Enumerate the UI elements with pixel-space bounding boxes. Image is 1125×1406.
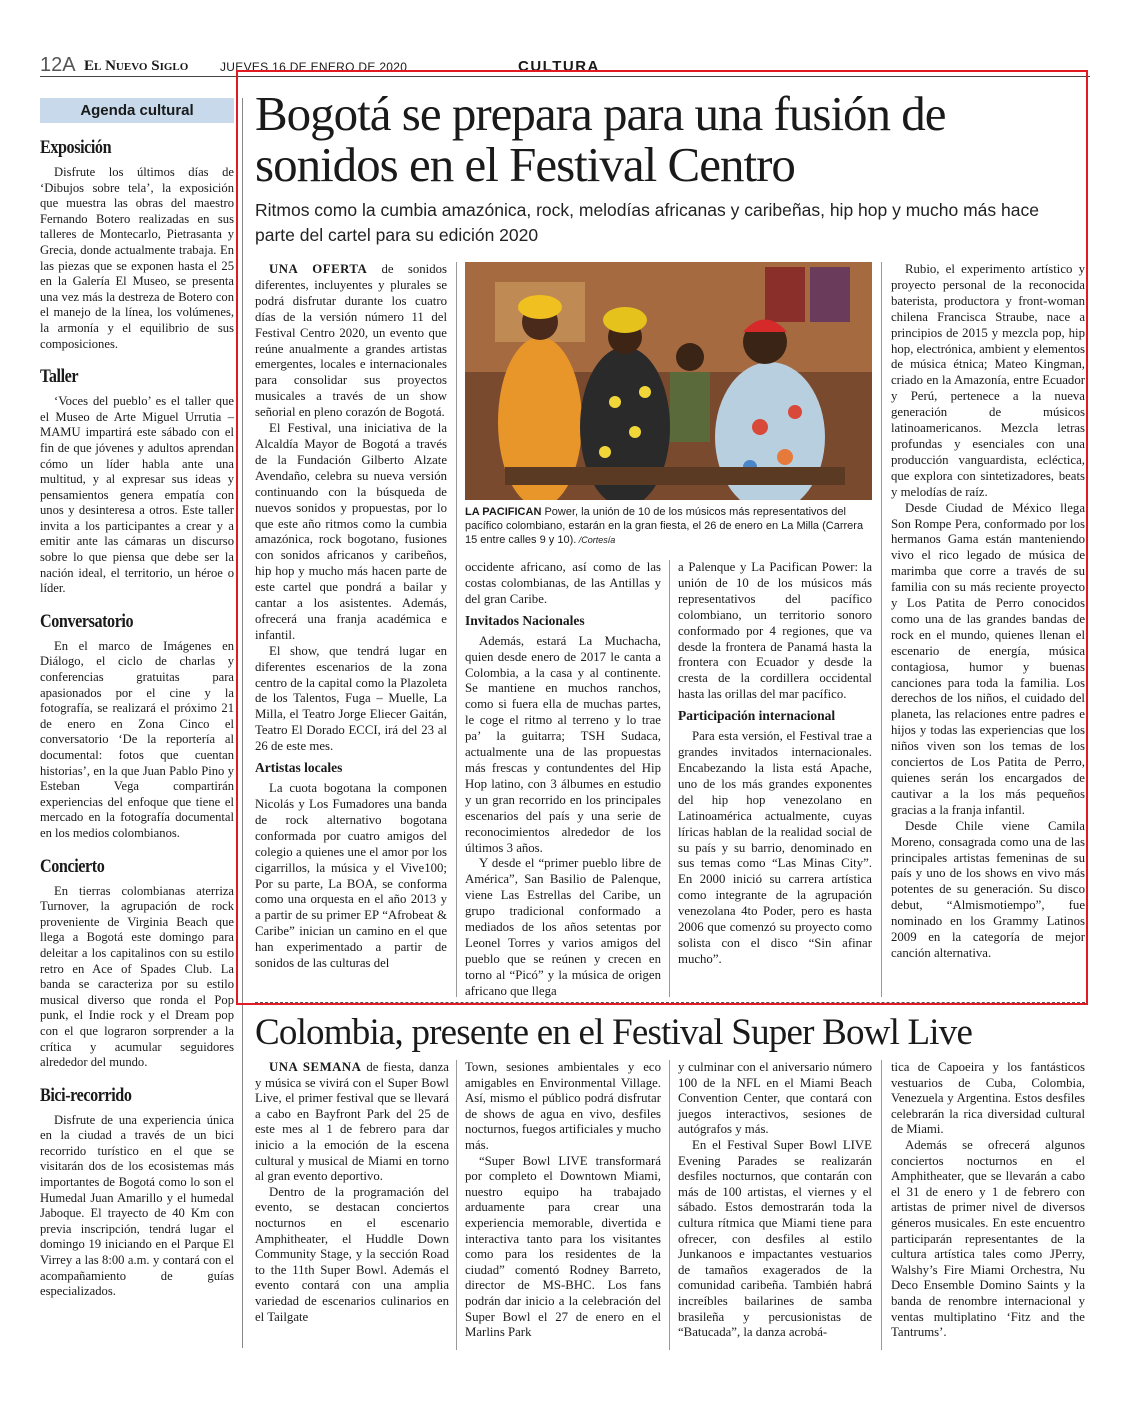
highlight-frame [236,70,1088,1005]
paragraph: Dentro de la programación del evento, se destacan conciertos nocturnos en el escenario Amphitheater, el Huddle Down Community Stage, y la sección Road to the 11th Super Bowl. Además el evento contará con una amplia variedad de escenarios culinarios en el Tailgate [255,1184,449,1324]
paragraph: Para esta versión, el Festival trae a grandes invitados internacionales. Encabezando la lista está Apache, uno de los más grandes exponentes del hip hop venezolano en Latinoamérica actualmente, cuyas líricas hablan de la realidad social de su país y su barrio, denominado en sus temas como “Las Minas City”. En 2000 inició su carrera artística como integrante de la agrupación venezolana 4to Poder, pero es hasta 2006 que comenzó su proyecto como solista con el disco “Sin afinar mucho”. [678,729,872,966]
second-article-column-2 [465,1060,661,1341]
paragraph: Además, estará La Muchacha, quien desde enero de 2017 le canta a Colombia, a la casa y al continente. Se mantiene en muchos ranchos, como si fuera ella de muchas partes, le coge el ritmo al terreno y lo trae pa’ la guitarra; TSH Sudaca, actualmente una de las propuestas más frescas y contundentes del Hip Hop latino, con 3 álbumes en estudio y un gran recorrido en los principales escenarios del país y una serie de reconocimientos alrededor de los últimos 3 años. [465,633,661,855]
subhead-invitados-nacionales: Invitados Nacionales [465,612,585,628]
second-article-headline: Colombia, presente en el Festival Super Bowl Live [255,1012,973,1053]
lead-in: UNA OFERTA [269,262,368,276]
sidebar-text-bici-recorrido: Disfrute de una experiencia única en la ciudad a través de un bici recorrido turístico en el que se visitarán dos de los ecosistemas más importantes de Bogotá como lo son el Humedal Juan Amarillo y el humedal Jaboque. El trayecto de 40 Km con previa inscripción, tendrá lugar el domingo 19 iniciando en el Parque El Virrey a las 8:00 a.m. y contará con el acompañamiento de guías especializados. [40,1112,234,1299]
paragraph: occidente africano, así como de las costas colombianas, de las Antillas y del gran Caribe. [465,560,661,606]
sidebar-text-conversatorio: En el marco de Imágenes en Diálogo, el ciclo de charlas y conferencias gratuitas para apasionados por el cine y la fotografía, se realizará el próximo 21 de enero en Zona Cinco el conversatorio ‘De la reportería al documental: fotos que cuentan historias’, en la que Juan Pablo Pino y Esteban Vega compartirán experiencias del enfoque que tiene el mercado en la fotografía documental en los medios colombianos. [40,638,234,840]
lead-in: UNA SEMANA [269,1060,362,1074]
sidebar-heading-conversatorio: Conversatorio [40,610,134,632]
agenda-sidebar [40,98,234,1300]
sidebar-heading-concierto: Concierto [40,855,105,877]
paragraph: Y desde el “primer pueblo libre de América”, San Basilio de Palenque, viene Las Estrellas del Caribe, un grupo tradicional conformado a mediados de los años setentas por Leonel Torres y varios amigos del pueblo que se reúnen y crecen en torno al “Picó” y la música de origen africano que llega [465,856,661,998]
section-name: CULTURA [518,58,600,75]
paragraph: El Festival, una iniciativa de la Alcaldía Mayor de Bogotá a través de la Fundación Gilberto Alzate Avendaño, celebra su nueva versión continuando con la búsqueda de nuevos sonidos y propuestas, por lo que este año ritmos como la cumbia amazónica, rock bogotano, fusiones con sonidos africanos y caribeños, hip hop y mucho más hacen parte de este cartel que pondrá a bailar y cantar a los asistentes. Además, ofrecerá una franja académica e infantil. [255,421,447,642]
second-article-column-3 [678,1060,872,1341]
paragraph: El show, que tendrá lugar en diferentes escenarios de la zona centro de la capital como la Plazoleta de los Talentos, Fuga – Muelle, La Milla, el Teatro Jorge Eliecer Gaitán, Teatro El Dorado ECCI, irá del 23 al 26 de este mes. [255,643,447,754]
caption-lead: LA PACIFICAN [465,506,542,518]
article-headline: Bogotá se prepara para una fusión de sonidos en el Festival Centro [255,86,946,192]
issue-date: JUEVES 16 DE ENERO DE 2020 [220,60,408,74]
sidebar-heading-taller: Taller [40,366,79,388]
paragraph: y culminar con el aniversario número 100 de la NFL en el Miami Beach Convention Center, que contará con juegos interactivos, sesiones de autógrafos y más. [678,1060,872,1137]
subhead-artistas-locales: Artistas locales [255,760,343,776]
paragraph: “Super Bowl LIVE transformará por completo el Downtown Miami, nuestro equipo ha trabajado arduamente para crear una experiencia memorable, divertida e interactiva tanto para los visitantes como para los residentes de la ciudad” comentó Rodney Barreto, director de MS-BHC. Los fans podrán dar inicio a la celebración del Super Bowl el 27 de enero en el Marlins Park [465,1153,661,1340]
caption-text: Power, la unión de 10 de los músicos más representativos del pacífico colombiano, estarán en la gran fiesta, el 26 de enero en La Milla (Carrera 15 entre calles 9 y 10). [465,506,864,546]
second-article-column-4 [891,1060,1085,1341]
paragraph: tica de Capoeira y los fantásticos vestuarios de Cuba, Colombia, Venezuela y Argentina. Estos desfiles celebrarán la rica diversidad cultural de Miami. [891,1060,1085,1137]
column-rule [456,1060,457,1350]
paragraph: Desde Chile viene Camila Moreno, consagrada como una de las principales artistas femeninas de su país y uno de los shows en vivo más potentes de su generación. Su disco debut, “Almismotiempo”, fue nominado en los Grammy Latinos 2009 en la categoría de mejor canción alternativa. [891,818,1085,960]
sidebar-title: Agenda cultural [40,98,234,123]
sidebar-text-taller: ‘Voces del pueblo’ es el taller que el Museo de Arte Miguel Urrutia – MAMU impartirá este sábado con el fin de que jóvenes y adultos aprendan cómo un líder habla ante una multitud, y al expresar sus ideas y pensamientos genera empatía con unos y desinteresa a otros. Este taller invita a los participantes a crear y a emitir ante las cámaras un discurso sobre lo que piensa que debe ser la nación ideal, el territorio, un héroe o líder. [40,394,234,596]
second-article-column-1 [255,1060,449,1325]
column-rule [669,1060,670,1350]
paragraph: de fiesta, danza y música se vivirá con el Super Bowl Live, el primer festival que se llevará a cabo en Bayfront Park del 25 de este mes al 1 de febrero para dar inicio a la emoción de la escena cultural y musical de Miami en torno al gran evento deportivo. [255,1060,449,1184]
page-number: 12A [40,54,76,76]
subhead-participacion-internacional: Participación internacional [678,708,836,724]
photo-credit: /Cortesía [576,535,616,545]
paragraph: Además se ofrecerá algunos conciertos nocturnos en el Amphitheater, que se llevarán a cabo el 31 de enero y 1 de febrero con artistas de primer nivel de diversos géneros musicales. En este encuentro participarán representantes de la cultura artística tales como JPerry, Walshy’s Fire Miami Orchestra, Nu Deco Ensemble Domino Saints y la banda de renombre internacional y ventas multiplatino ‘Fitz and the Tantrums’. [891,1137,1085,1340]
sidebar-heading-exposicion: Exposición [40,137,112,158]
paragraph: En el Festival Super Bowl LIVE Evening Parades se realizarán desfiles nocturnos, que contarán con más de 100 artistas, el viernes y el sábado. Estos demostrarán toda la cultura rítmica que Miami tiene para ofrecer, con desfiles al estilo Junkanoos e impactantes vestuarios de tamaños exagerados de la comunidad caribeña. También habrá increíbles bailarines de samba brasileña y percusionistas de “Batucada”, la danza acrobá- [678,1137,872,1340]
paragraph: La cuota bogotana la componen Nicolás y Los Fumadores una banda de rock alternativo bogotana conformada por cuatro amigos del colegio a quienes une el amor por los cigarrillos, la música y el Vive100; Por su parte, La BOA, se conforma como una orquesta en el año 2013 y a partir de su primer EP “Afrobeat & Caribe” inician un camino en el que han experimentado a partir de sonidos de las culturas del [255,781,447,971]
paragraph: Rubio, el experimento artístico y proyecto personal de la reconocida baterista, productora y front-woman chilena Francisca Straube, nace a principios de 2015 y mezcla pop, hip hop, electrónica, ambient y elementos de música étnica; Mateo Kingman, criado en la Amazonía, entre Ecuador y Perú, pertenece a la nueva generación de músicos latinoamericanos. Mezcla letras profundas y esenciales con una producción vanguardista, ecléctica, que explora con sintetizadores, beats y melodías de raíz. [891,262,1086,499]
paragraph: Desde Ciudad de México llega Son Rompe Pera, conformado por los hermanos Gama están manteniendo vivo el rico legado de música de marimba que corre a través de su familia con su más reciente proyecto y Los Patita de Perro conocidos como una de las grandes bandas de rock en el mundo, quienes llenan el escenario de energía, música contagiosa, humor y buenas canciones para toda la familia. Los derechos de los niños, el cuidado del planeta, las relaciones entre padres e hijos y todas las experiencias que los niños viven son los temas de los conciertos de Los Patita de Perro, quienes serán los encargados de cautivar a la los más pequeños gracias a la franja infantil. [891,500,1085,817]
sidebar-text-exposicion: Disfrute los últimos días de ‘Dibujos sobre tela’, la exposición que muestra las obras del maestro Fernando Botero realizadas en sus talleres de Montecarlo, Pietrasanta y Grecia, donde actualmente trabaja. En las piezas que se exponen hasta el 25 en la Galería El Museo, se presenta una vez más la destreza de Botero con el manejo de la línea, los volúmenes, la armonía y el equilibrio de sus composiciones. [40,165,234,351]
paper-name: El Nuevo Siglo [84,58,189,74]
column-rule [881,1060,882,1350]
paragraph: a Palenque y La Pacifican Power: la unión de 10 de los músicos más representativos del pacífico colombiano, un territorio sonoro conformado por 4 regiones, que va desde la frontera de Panamá hasta la frontera con Ecuador y desde la cresta de la cordillera occidental hasta las orillas del mar pacífico. [678,560,872,702]
article-subheadline: Ritmos como la cumbia amazónica, rock, melodías africanas y caribeñas, hip hop y mucho más hace parte del cartel para su edición 2020 [255,200,1039,245]
paragraph: Town, sesiones ambientales y eco amigables en Environmental Village. Así, mismo el público podrá disfrutar de shows de agua en vivo, desfiles nocturnos, fuegos artificiales y mucho más. [465,1060,661,1152]
paragraph: de sonidos diferentes, incluyentes y plurales se podrá disfrutar durante los cuatro días de la versión número 11 del Festival Centro 2020, un evento que reúne anualmente a grandes artistas emergentes, locales e internacionales para consolidar sus proyectos musicales a través de un show señorial en pleno corazón de Bogotá. [255,262,447,420]
sidebar-text-concierto: En tierras colombianas aterriza Turnover, la agrupación de rock proveniente de Virginia Beach que llega a Bogotá este domingo para deleitar a los capitalinos con su estilo retro en Ace of Spades Club. La banda se caracteriza por su estilo musical diverso que ronda el Pop punk, el Indie rock y el Dream pop con el que lograron sorprender a la crítica y acumular seguidores alrededor del mundo. [40,883,234,1070]
sidebar-heading-bici-recorrido: Bici-recorrido [40,1084,132,1106]
